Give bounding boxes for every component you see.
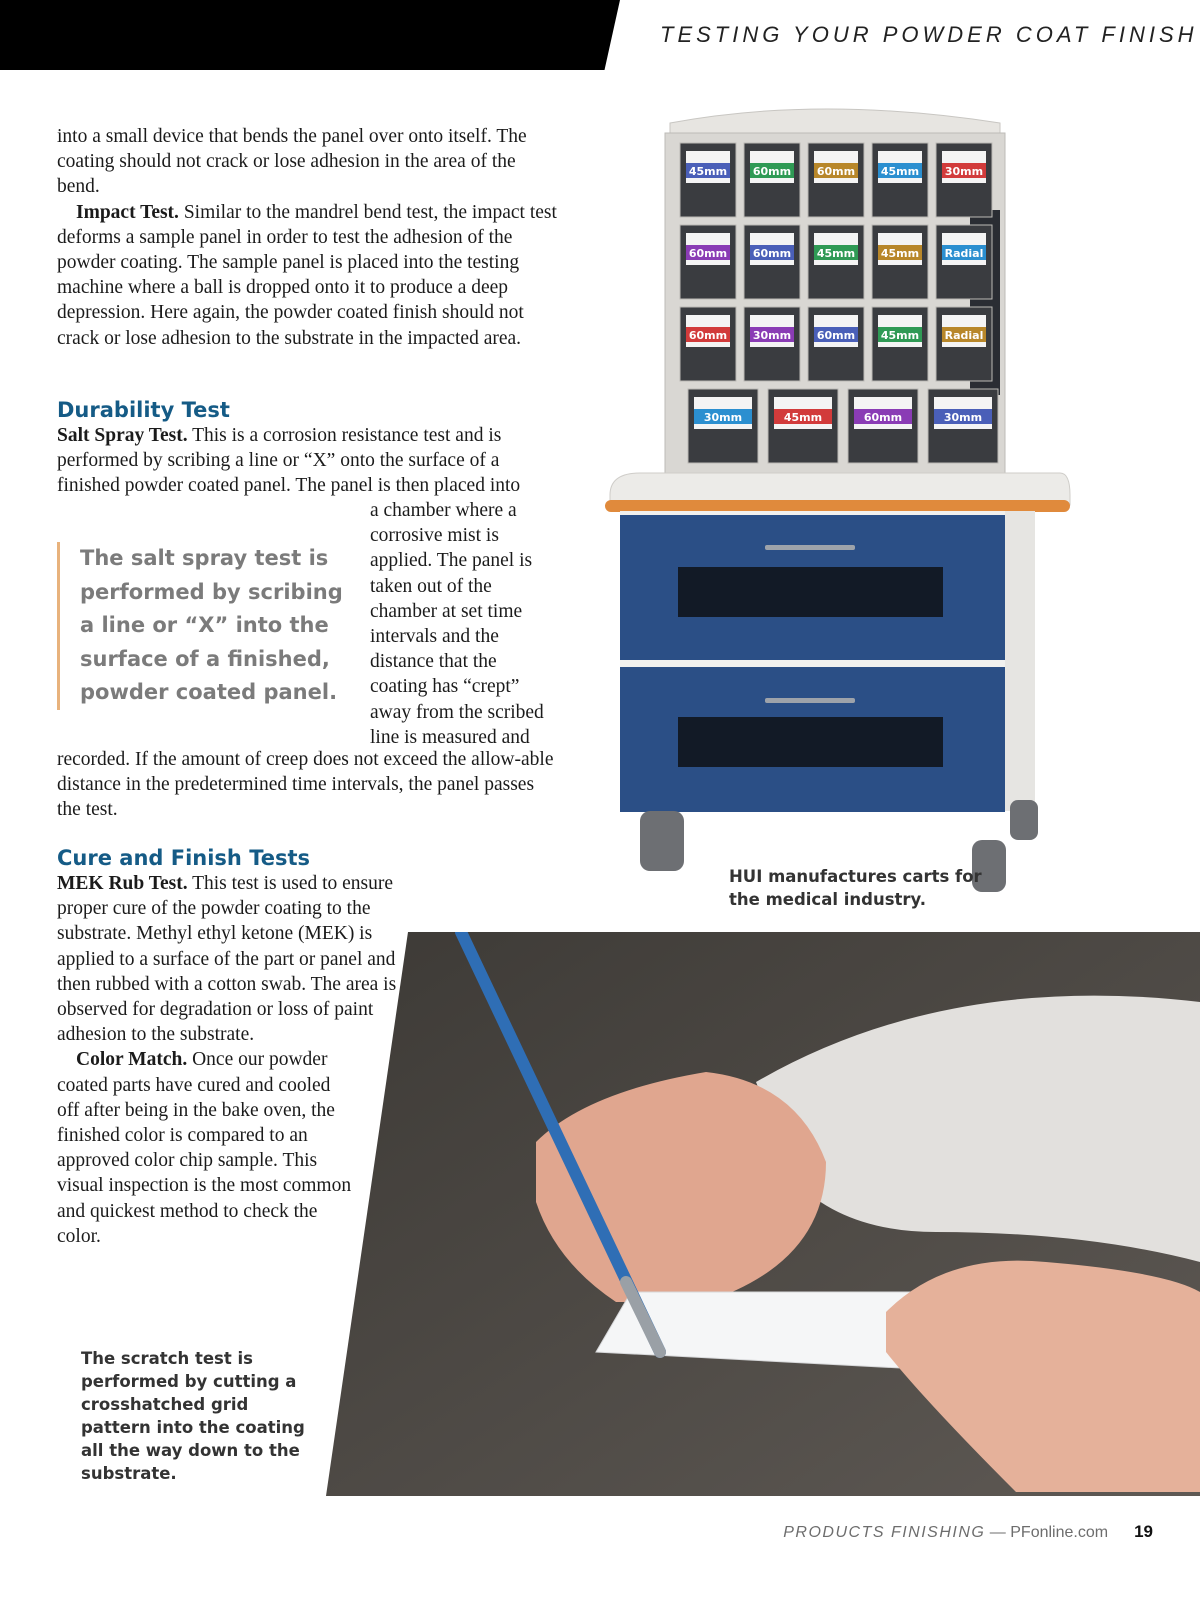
bin-label-text: Radial xyxy=(944,247,984,260)
bin-label-text: 45mm xyxy=(880,165,920,178)
header-black-bar xyxy=(0,0,620,70)
site-link[interactable]: PFonline.com xyxy=(1010,1524,1109,1541)
heading-cure-finish: Cure and Finish Tests xyxy=(57,846,311,870)
bin-label-text: 60mm xyxy=(688,329,728,342)
bin-label-text: 60mm xyxy=(816,165,856,178)
paragraph-impact-test xyxy=(57,200,557,351)
salt-spray-continued: a chamber where a corrosive mist is applied. The panel is taken out of the chamber at set time intervals and the distance that the coating has “crept” away from the scribed line is measured and xyxy=(370,500,544,748)
medical-cart-photo xyxy=(600,95,1100,915)
bin-label-text: 60mm xyxy=(863,411,903,424)
mek-text: This test is used to ensure proper cure of the powder coating to the substrate. Methyl ethyl ketone (MEK) is applied to a surface of the part or panel and then rubbed with a cotton swab. The area is observed for degradation or loss of paint adhesion to the substrate. xyxy=(57,873,397,1046)
pull-quote: The salt spray test is performed by scribing a line or “X” into the surface of a finished, powder coated panel. xyxy=(57,542,360,710)
cart-caption: HUI manufactures carts for the medical industry. xyxy=(729,867,982,909)
salt-spray-end: recorded. If the amount of creep does not exceed the allow-able distance in the predetermined time intervals, the panel passes the test. xyxy=(57,749,554,821)
bin-label-text: 60mm xyxy=(688,247,728,260)
salt-spray-text: This is a corrosion resistance test and is performed by scribing a line or “X” onto the surface of a finished powder coated panel. The panel is then placed into xyxy=(57,425,521,497)
impact-test-text: Similar to the mandrel bend test, the impact test deforms a sample panel in order to test the adhesion of the powder coating. The sample panel is placed into the testing machine where a ball is dropped onto it to produce a deep depression. Here again, the powder coated finish should not crack or lose adhesion to the substrate in the impacted area. xyxy=(57,201,557,349)
paragraph-salt-spray xyxy=(57,423,547,499)
bin-label-text: Radial xyxy=(944,329,984,342)
bin-label-text: 60mm xyxy=(752,165,792,178)
publication-name: PRODUCTS FINISHING xyxy=(783,1524,986,1541)
bin-label-text: 30mm xyxy=(752,329,792,342)
paragraph-color-match xyxy=(57,1047,352,1249)
bin-label-text: 30mm xyxy=(703,411,743,424)
bin-label-text: 60mm xyxy=(816,329,856,342)
color-match-label: Color Match. xyxy=(76,1049,188,1071)
impact-test-label: Impact Test. xyxy=(76,201,179,223)
scratch-test-photo xyxy=(326,932,1200,1496)
color-match-text: Once our powder coated parts have cured and cooled off after being in the bake oven, the finished color is compared to an approved color chip sample. This visual inspection is the most common and quickest method to check the color. xyxy=(57,1049,352,1247)
article-text-top xyxy=(57,124,557,351)
footer-separator: — xyxy=(985,1524,1011,1541)
running-head: TESTING YOUR POWDER COAT FINISH xyxy=(660,22,1198,47)
page-number: 19 xyxy=(1134,1522,1153,1541)
mek-label: MEK Rub Test. xyxy=(57,873,188,894)
bin-label-text: 45mm xyxy=(880,247,920,260)
salt-spray-label: Salt Spray Test. xyxy=(57,425,188,446)
bin-label-text: 45mm xyxy=(880,329,920,342)
bin-label-text: 45mm xyxy=(783,411,823,424)
bin-label-text: 45mm xyxy=(816,247,856,260)
page-footer xyxy=(783,1522,1153,1542)
bin-label-text: 30mm xyxy=(944,165,984,178)
bin-label-text: 45mm xyxy=(688,165,728,178)
paragraph-mandrel-end: into a small device that bends the panel over onto itself. The coating should not crack or lose adhesion in the area of the bend. xyxy=(57,126,527,198)
heading-durability: Durability Test xyxy=(57,398,230,422)
bin-label-text: 30mm xyxy=(943,411,983,424)
scratch-caption: The scratch test is performed by cutting a crosshatched grid pattern into the coating all the way down to the substrate. xyxy=(81,1349,305,1483)
bin-label-text: 60mm xyxy=(752,247,792,260)
